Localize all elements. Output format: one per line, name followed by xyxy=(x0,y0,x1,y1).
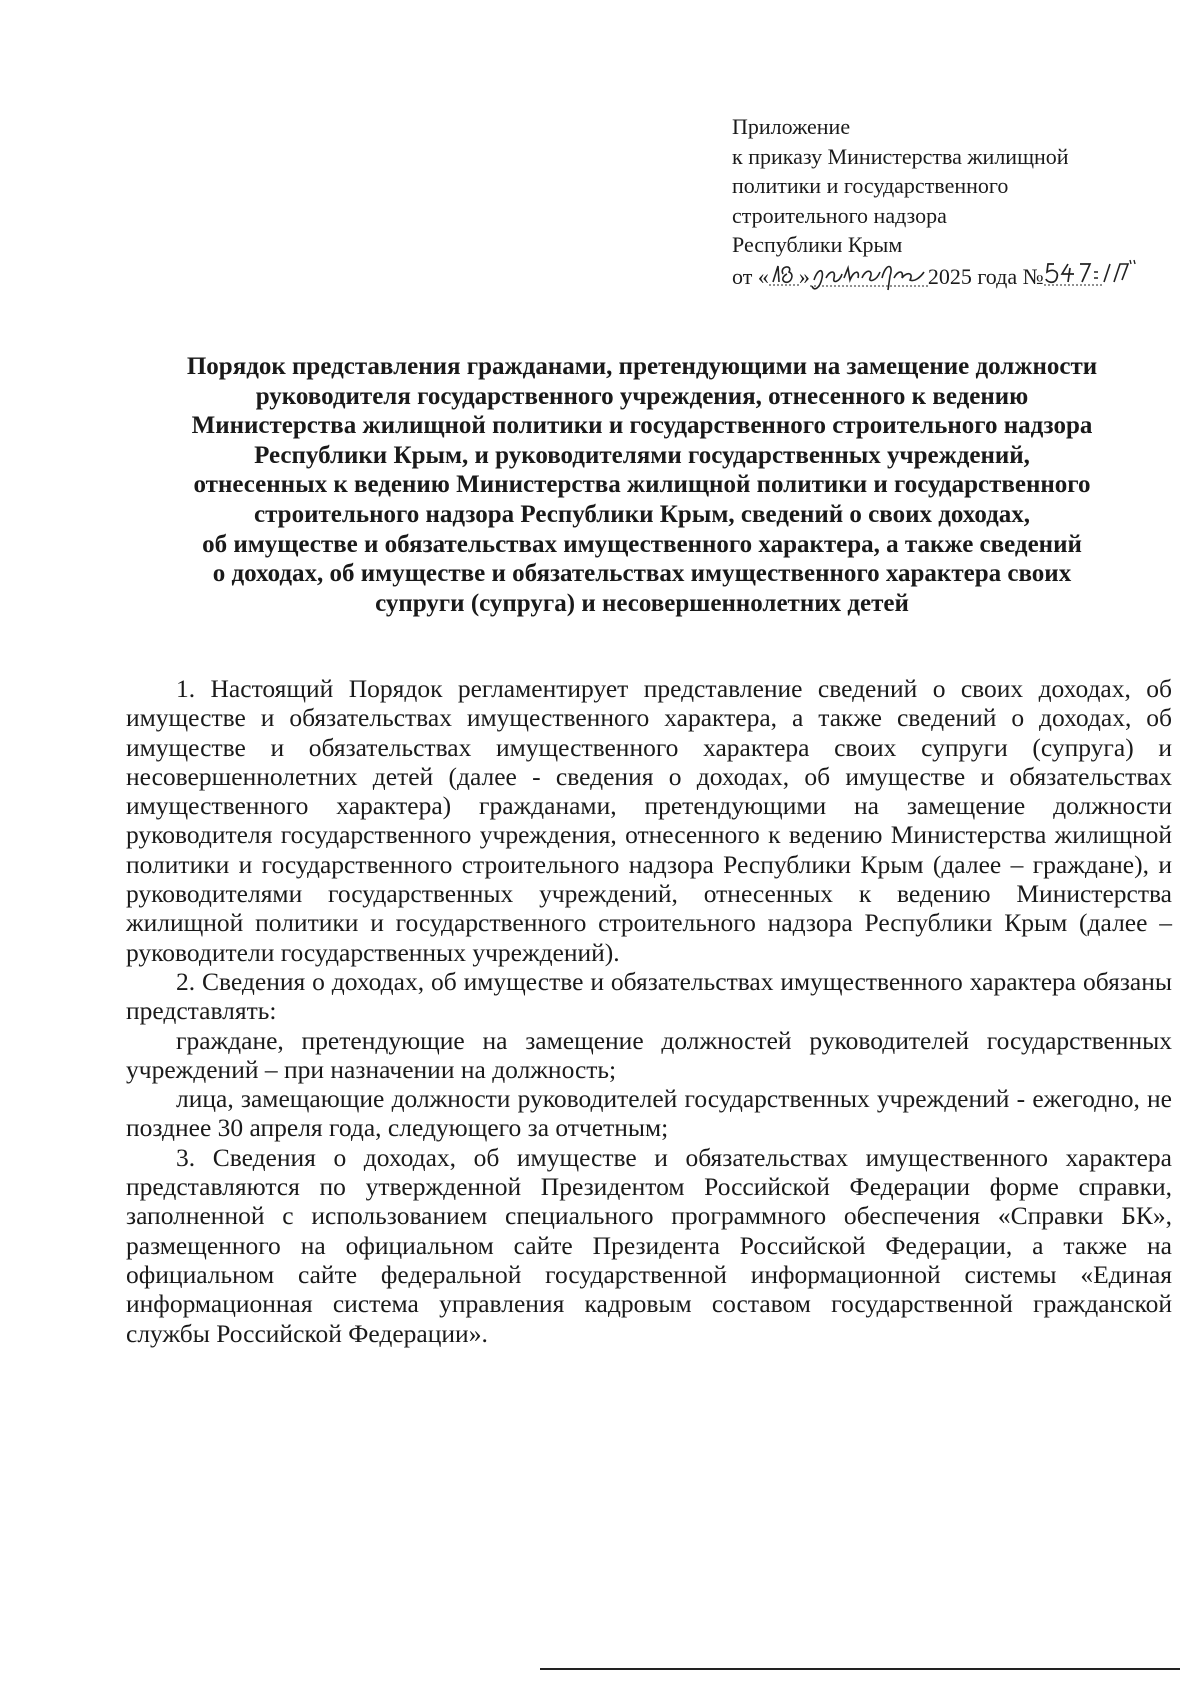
handwritten-month xyxy=(810,260,928,284)
title-line: руководителя государственного учреждения, отнесенного к ведению xyxy=(255,382,1029,410)
appendix-supervision-line: строительного надзора xyxy=(732,202,947,228)
date-prefix: от « xyxy=(732,263,769,289)
title-line: о доходах, об имуществе и обязательствах имущественного характера своих xyxy=(212,560,1072,588)
handwritten-number-icon xyxy=(1044,258,1136,288)
appendix-republic-line: Республики Крым xyxy=(732,232,903,257)
appendix-label: Приложение xyxy=(732,114,851,139)
handwritten-order-number xyxy=(1044,260,1126,284)
page-bottom-rule xyxy=(540,1668,1180,1670)
appendix-block xyxy=(732,112,1172,291)
document-body xyxy=(126,674,1172,1348)
handwritten-month-icon xyxy=(810,260,928,294)
paragraph-2-item-citizens: граждане, претендующие на замещение должностей руководителей государственных учреждений – при назначении на должность; xyxy=(126,1025,1172,1084)
paragraph-2: 2. Сведения о доходах, об имуществе и обязательствах имущественного характера обязаны представлять: xyxy=(126,966,1172,1026)
title-line: Министерства жилищной политики и государственного строительного надзора xyxy=(191,412,1093,440)
paragraph-3: 3. Сведения о доходах, об имуществе и обязательствах имущественного характера представляются по утвержденной Президентом Российской Федерации форме справки, заполненной с использованием специального программного обеспечения «Справки БК», размещенного на официальном сайте Президента Российской Федерации, а также на официальном сайте федеральной государственной информационной системы «Единая информационная система управления кадровым составом государственной гражданской службы Российской Федерации». xyxy=(126,1142,1172,1348)
paragraph-2-item-heads: лица, замещающие должности руководителей государственных учреждений - ежегодно, не позднее 30 апреля года, следующего за отчетным; xyxy=(126,1084,1172,1143)
handwritten-day-icon xyxy=(769,262,799,288)
date-mid: » xyxy=(798,263,810,289)
title-line: об имуществе и обязательствах имущественного характера, а также сведений xyxy=(202,530,1082,558)
title-line: строительного надзора Республики Крым, сведений о своих доходах, xyxy=(253,500,1030,528)
document-title xyxy=(112,352,1172,618)
title-line: отнесенных к ведению Министерства жилищной политики и государственного xyxy=(193,471,1091,499)
date-year: 2025 года № xyxy=(927,263,1044,289)
title-line: супруги (супруга) и несовершеннолетних детей xyxy=(375,589,909,617)
title-line: Республики Крым, и руководителями государственных учреждений, xyxy=(254,441,1030,469)
appendix-ministry-line: политики и государственного xyxy=(732,173,1009,198)
paragraph-1: 1. Настоящий Порядок регламентирует представление сведений о своих доходах, об имуществе и обязательствах имущественного характера, а также сведений о доходах, об имуществе и обязательствах имущественного характера своих супруги (супруга) и несовершеннолетних детей (далее - сведения о доходах, об имуществе и обязательствах имущественного характера) гражданами, претендующими на замещение должности руководителя государственного учреждения, отнесенного к ведению Министерства жилищной политики и государственного строительного надзора Республики Крым (далее – граждане), и руководителями государственных учреждений, отнесенных к ведению Министерства жилищной политики и государственного строительного надзора Республики Крым (далее – руководители государственных учреждений). xyxy=(126,674,1172,967)
appendix-date-line xyxy=(732,260,1172,292)
appendix-order-ref: к приказу Министерства жилищной xyxy=(732,143,1069,169)
handwritten-day xyxy=(769,260,799,284)
title-line: Порядок представления гражданами, претендующими на замещение должности xyxy=(186,353,1098,380)
